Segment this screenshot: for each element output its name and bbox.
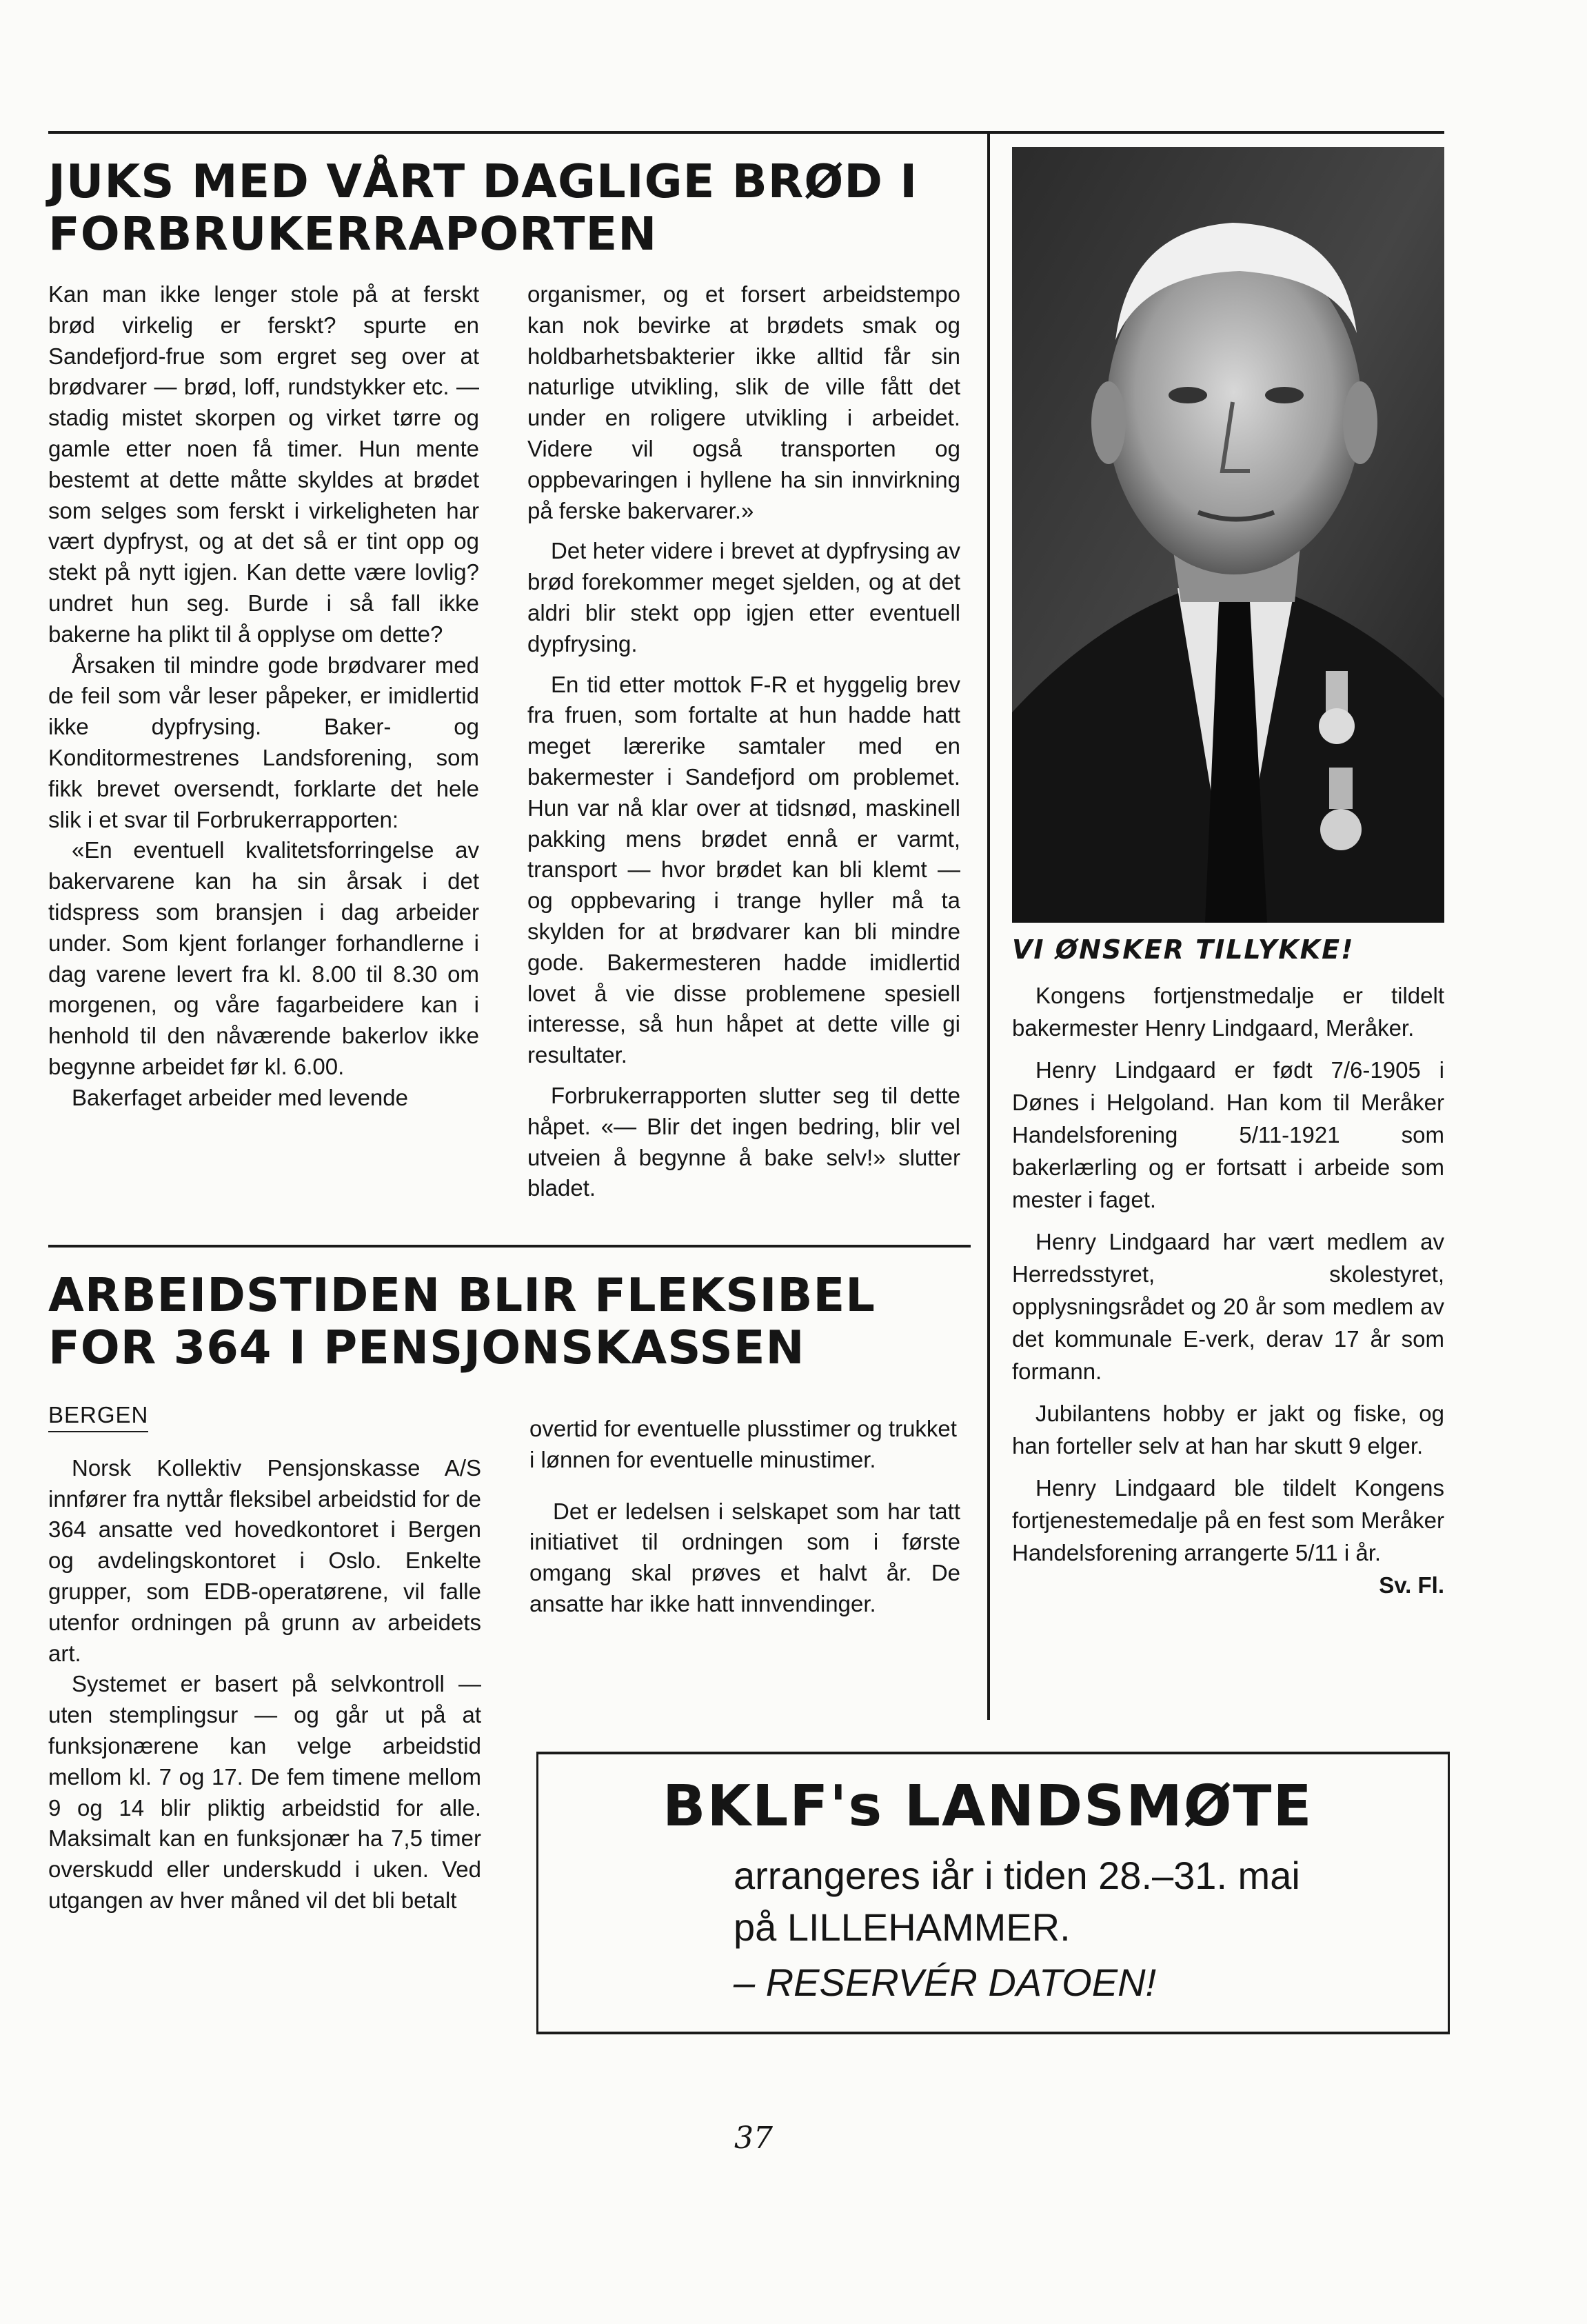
paragraph: Jubilantens hobby er jakt og fiske, og han forteller selv at han har skutt 9 elger. [1012, 1401, 1444, 1459]
article-title: ARBEIDSTIDEN BLIR FLEKSIBEL FOR 364 I PENSJONSKASSEN [48, 1268, 876, 1374]
paragraph: Kan man ikke lenger stole på at ferskt brød virkelig er ferskt? spurte en Sandefjord-frue som ergret seg over at brødvarer — brød, loff, rundstykker etc. — stadig mistet skorpen og virket tørre og gamle etter noen få timer. Hun mente bestemt at dette måtte skyldes at brødet som selges som ferskt i virkeligheten har vært dypfryst, og at det så er tint opp og stekt på nytt igjen. Kan dette være lovlig? undret hun seg. Burde i så fall ikke bakerne ha plikt til å opplyse om dette? [48, 281, 479, 647]
article1-column-1 [48, 279, 479, 1114]
article2-column-1 [48, 1400, 481, 1916]
ad-title: BKLF's LANDSMØTE [663, 1774, 1313, 1839]
paragraph: Det heter videre i brevet at dypfrysing av brød forekommer meget sjelden, og at det aldri blir stekt opp igjen etter eventuell dypfrysing. [527, 538, 960, 657]
article-juks [48, 155, 972, 260]
paragraph: En tid etter mottok F-R et hyggelig brev fra fruen, som fortalte at hun hadde hatt meget lærerike samtaler med en bakermester i Sandefjord om problemet. Hun var nå klar over at tidsnød, maskinell pakking mens brødet ennå er varmt, transport — hvor brødet kan bli klemt — og oppbevaring i trange hyller må ta skylden for at brødvarer kan bli mindre gode. Bakermesteren hadde imidlertid lovet å vie disse problemene spesiell interesse, så hun håpet at dette ville gi resultater. [527, 671, 960, 1068]
paragraph: organismer, og et forsert arbeidstempo kan nok bevirke at brødets smak og holdbarhetsbakterier ikke alltid får sin naturlige utvikling, slik de ville fått det under en roligere utvikling i arbeidet. Videre vil også transporten og oppbevaringen i hyllene ha sin innvirkning på ferske bakervarer.» [527, 281, 960, 523]
paragraph: overtid for eventuelle plusstimer og trukket i lønnen for eventuelle minustimer. [529, 1416, 957, 1472]
article-title: JUKS MED VÅRT DAGLIGE BRØD I FORBRUKERRAPORTEN [48, 154, 918, 261]
landsmote-ad [536, 1752, 1450, 2034]
paragraph: Norsk Kollektiv Pensjonskasse A/S innfører fra nyttår fleksibel arbeidstid for de 364 ansatte ved hovedkontoret i Bergen og avdelingskontoret i Oslo. Enkelte grupper, som EDB-operatørene, vil falle utenfor ordningen på grunn av arbeidets art. [48, 1454, 481, 1666]
column-divider [987, 134, 990, 1720]
article-arbeidstiden [48, 1269, 972, 1374]
paragraph [1012, 1472, 1444, 1598]
paragraph: Årsaken til mindre gode brødvarer med de feil som vår leser påpeker, er imidlertid ikke dypfrysing. Baker- og Konditormestrenes Landsforening, som fikk brevet oversendt, forklarte det hele slik i et svar til Forbrukerrapporten: [48, 652, 479, 832]
ad-line-place: på LILLEHAMMER. [734, 1905, 1071, 1949]
sidebar-heading: VI ØNSKER TILLYKKE! [1012, 934, 1355, 965]
paragraph: Det er ledelsen i selskapet som har tatt initiativet til ordningen som i første omgang skal prøves et halvt år. De ansatte har ikke hatt innvendinger. [529, 1498, 960, 1616]
article2-column-2 [529, 1414, 960, 1620]
paragraph: Henry Lindgaard har vært medlem av Herredsstyret, skolestyret, opplysningsrådet og 20 år som medlem av det kommunale E-verk, derav 17 år som formann. [1012, 1229, 1444, 1384]
ad-line-reserve: – RESERVÉR DATOEN! [734, 1961, 1157, 2004]
paragraph: Kongens fortjenstmedalje er tildelt bakermester Henry Lindgaard, Meråker. [1012, 983, 1444, 1041]
paragraph: «En eventuell kvalitetsforringelse av bakervarene kan ha sin årsak i det tidspress som bransjen i dag arbeider under. Som kjent forlanger forhandlerne i dag varene levert fra kl. 8.00 til 8.30 om morgenen, og våre fagarbeidere kan i henhold til den nåværende bakerlov ikke begynne arbeidet før kl. 6.00. [48, 837, 479, 1079]
signature: Sv. Fl. [1379, 1572, 1444, 1598]
ad-line-dates: arrangeres iår i tiden 28.–31. mai [734, 1854, 1300, 1897]
portrait-photo [1012, 147, 1444, 923]
article1-column-2 [527, 279, 960, 1204]
paragraph: Systemet er basert på selvkontroll — uten stemplingsur — og går ut på at funksjonærene kan velge arbeidstid mellom kl. 7 og 17. De fem timene mellom 9 og 14 blir pliktig arbeidstid for alle. Maksimalt kan en funksjonær ha 7,5 timer overskudd eller underskudd i uken. Ved utgangen av hver måned vil det bli betalt [48, 1671, 481, 1913]
paragraph-text: Henry Lindgaard ble tildelt Kongens fortjenestemedalje på en fest som Meråker Handelsforening arrangerte 5/11 i år. [1012, 1475, 1444, 1565]
portrait-image [1012, 147, 1444, 923]
top-rule [48, 131, 1444, 134]
sidebar-column [1012, 979, 1444, 1601]
page-number: 37 [734, 2121, 773, 2156]
paragraph: Forbrukerrapporten slutter seg til dette håpet. «— Blir det ingen bedring, blir vel utveien å begynne å bake selv!» slutter bladet. [527, 1082, 960, 1201]
paragraph: Henry Lindgaard er født 7/6-1905 i Dønes i Helgoland. Han kom til Meråker Handelsforening 5/11-1921 som bakerlærling og er fortsatt i arbeide som mester i faget. [1012, 1057, 1444, 1212]
section-rule [48, 1245, 971, 1248]
dateline: BERGEN [48, 1400, 148, 1432]
paragraph: Bakerfaget arbeider med levende [72, 1084, 408, 1110]
